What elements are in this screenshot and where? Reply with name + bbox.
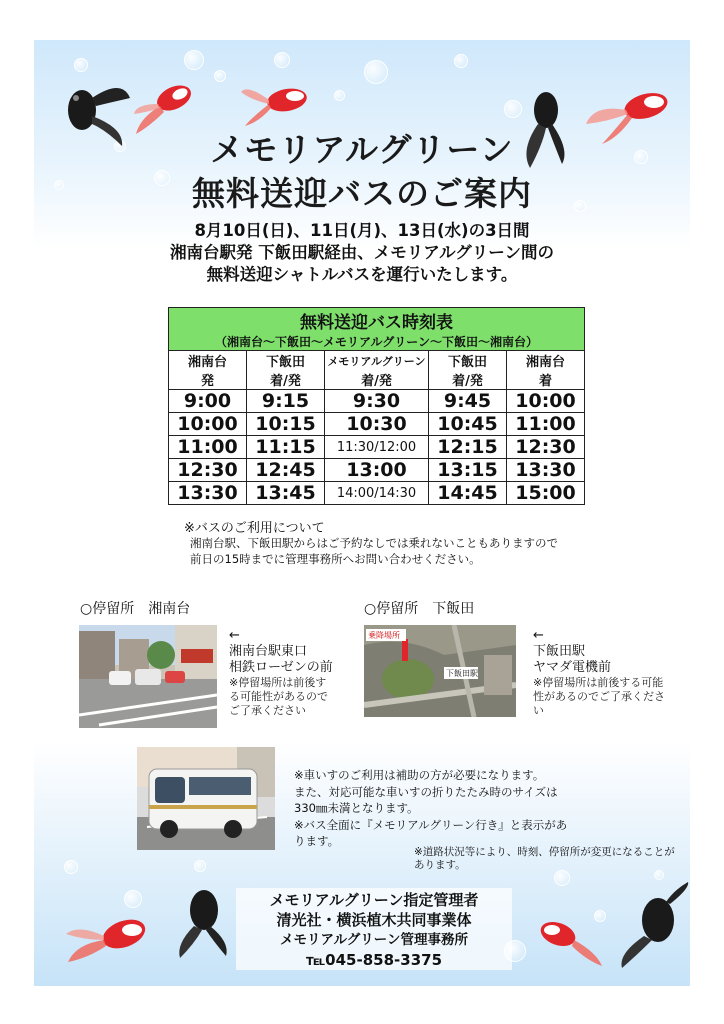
- intro-line: 8月10日(日)、11日(月)、13日(水)の3日間: [194, 221, 530, 240]
- stop-location: ヤマダ電機前: [533, 660, 612, 675]
- timetable-cell: 10:30: [325, 413, 429, 436]
- timetable-cell: 14:00/14:30: [325, 482, 429, 505]
- map-label: 下飯田駅: [446, 669, 478, 678]
- timetable-cell: 12:45: [247, 459, 325, 482]
- intro-line: 湘南台駅発 下飯田駅経由、メモリアルグリーン間の: [170, 243, 554, 262]
- bubble: [274, 52, 290, 68]
- footer-company: 清光社・横浜植木共同事業体: [276, 911, 472, 929]
- bus-photo: [137, 747, 275, 850]
- timetable-header-cell: 湘南台: [169, 351, 247, 371]
- shimoiida-map-photo: [364, 625, 516, 717]
- timetable-cell: 10:00: [507, 390, 585, 413]
- footer-contact: [236, 888, 512, 970]
- timetable-cell: 10:15: [247, 413, 325, 436]
- road-line: ※道路状況等により、時刻、停留所が変更になることが: [414, 846, 675, 858]
- stop-note: ※停留場所は前後す: [229, 676, 327, 689]
- wheelchair-line: 330㎜未満となります。: [294, 801, 419, 815]
- timetable-cell: 11:30/12:00: [325, 436, 429, 459]
- bubble: [194, 860, 206, 872]
- red-goldfish-icon: [524, 900, 604, 970]
- timetable-header-cell: メモリアルグリーン: [325, 351, 429, 371]
- stop-note: ※停留場所は前後する可能: [533, 676, 664, 689]
- stop-note: る可能性があるので: [229, 690, 328, 703]
- wheelchair-line: ります。: [294, 834, 340, 848]
- timetable-cell: 14:45: [429, 482, 507, 505]
- wheelchair-line: また、対応可能な車いすの折りたたみ時のサイズは: [294, 784, 558, 799]
- stop-note: 性があるのでご了承くださ: [533, 690, 665, 703]
- usage-line: 前日の15時までに管理事務所へお問い合わせください。: [190, 552, 481, 566]
- wheelchair-line: ※車いすのご利用は補助の方が必要になります。: [294, 768, 545, 782]
- timetable-cell: 11:15: [247, 436, 325, 459]
- footer-manager: メモリアルグリーン指定管理者: [269, 891, 479, 909]
- timetable-cell: 13:30: [507, 459, 585, 482]
- red-goldfish-icon: [64, 900, 164, 970]
- timetable-cell: 12:30: [169, 459, 247, 482]
- timetable-route: （湘南台～下飯田～メモリアルグリーン～下飯田～湘南台）: [169, 333, 585, 351]
- black-goldfish-icon: [614, 880, 690, 970]
- timetable-cell: 9:30: [325, 390, 429, 413]
- timetable-title: 無料送迎バス時刻表: [169, 308, 585, 334]
- timetable-cell: 9:00: [169, 390, 247, 413]
- shonandai-stop-photo: [79, 625, 217, 728]
- bubble: [554, 870, 570, 886]
- timetable-cell: 13:00: [325, 459, 429, 482]
- timetable-cell: 11:00: [507, 413, 585, 436]
- timetable-cell: 13:15: [429, 459, 507, 482]
- road-note: [414, 846, 675, 872]
- stop-shonandai-title: ○停留所 湘南台: [80, 601, 191, 617]
- timetable-row: [169, 390, 585, 413]
- timetable-cell: 10:00: [169, 413, 247, 436]
- page-subtitle: 無料送迎バスのご案内: [192, 174, 532, 213]
- shonandai-caption: [229, 628, 333, 718]
- shimoiida-caption: [533, 628, 665, 718]
- bubble: [64, 860, 78, 874]
- black-goldfish-icon: [174, 880, 234, 960]
- bubble: [184, 50, 204, 70]
- map-label: 乗降場所: [368, 631, 400, 640]
- intro-text: [0, 220, 724, 286]
- road-line: あります。: [414, 859, 466, 871]
- left-arrow-icon: ←: [229, 628, 240, 643]
- timetable-header-cell: 着: [507, 370, 585, 390]
- usage-heading: ※バスのご利用について: [184, 521, 325, 536]
- timetable-cell: 10:45: [429, 413, 507, 436]
- stop-note: ご了承ください: [229, 704, 306, 717]
- timetable-header-cell: 着/発: [429, 370, 507, 390]
- timetable-header-cell: 下飯田: [247, 351, 325, 371]
- bubble: [334, 90, 345, 101]
- timetable-header-cell: 湘南台: [507, 351, 585, 371]
- usage-line: 湘南台駅、下飯田駅からはご予約なしでは乗れないこともありますので: [190, 536, 558, 550]
- timetable-cell: 12:15: [429, 436, 507, 459]
- stop-location: 相鉄ローゼンの前: [229, 660, 333, 675]
- bubble: [364, 60, 388, 84]
- stop-note: い: [533, 704, 544, 717]
- bubble: [214, 70, 226, 82]
- timetable-header-cell: 発: [169, 370, 247, 390]
- footer-phone: ℡045-858-3375: [305, 951, 443, 969]
- timetable-row: [169, 482, 585, 505]
- timetable-cell: 9:15: [247, 390, 325, 413]
- timetable-row: [169, 459, 585, 482]
- timetable-cell: 12:30: [507, 436, 585, 459]
- timetable-header-row: [169, 370, 585, 390]
- red-goldfish-icon: [239, 70, 319, 130]
- timetable-cell: 13:45: [247, 482, 325, 505]
- timetable: [168, 307, 585, 505]
- timetable-cell: 9:45: [429, 390, 507, 413]
- timetable-header-cell: 下飯田: [429, 351, 507, 371]
- wheelchair-note: [294, 767, 567, 850]
- wheelchair-line: ※バス全面に『メモリアルグリーン行き』と表示があ: [294, 817, 568, 832]
- usage-text: [190, 535, 558, 567]
- timetable-header-row: [169, 351, 585, 371]
- timetable-cell: 15:00: [507, 482, 585, 505]
- left-arrow-icon: ←: [533, 628, 544, 643]
- intro-line: 無料送迎シャトルバスを運行いたします。: [206, 265, 518, 284]
- page-title: メモリアルグリーン: [210, 130, 514, 169]
- timetable-row: [169, 436, 585, 459]
- timetable-cell: 13:30: [169, 482, 247, 505]
- stop-location: 下飯田駅: [533, 644, 586, 659]
- footer-office: メモリアルグリーン管理事務所: [280, 932, 468, 948]
- timetable-row: [169, 413, 585, 436]
- timetable-cell: 11:00: [169, 436, 247, 459]
- timetable-header-cell: 着/発: [247, 370, 325, 390]
- stop-location: 湘南台駅東口: [229, 644, 308, 659]
- timetable-header-cell: 着/発: [325, 370, 429, 390]
- bubble: [454, 54, 468, 68]
- stop-shimoiida-title: ○停留所 下飯田: [364, 601, 475, 617]
